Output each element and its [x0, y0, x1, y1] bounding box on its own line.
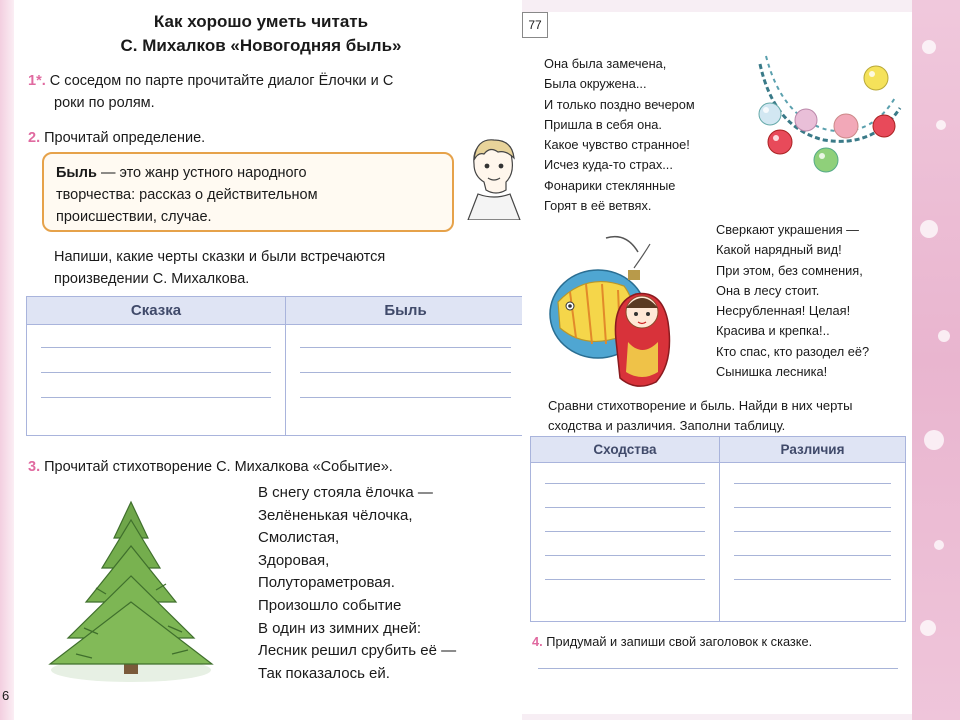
definition-line3: происшествии, случае.: [56, 209, 212, 225]
definition-line1: — это жанр устного народного: [96, 165, 307, 181]
table1-cell-skazka[interactable]: [27, 325, 286, 436]
fish-and-doll-ornaments-icon: [546, 232, 694, 402]
poem-continuation-2: Сверкают украшения — Какой нарядный вид! При этом, без сомнения, Она в лесу стоит. Несрубленная! Целая! Красива и крепка!.. Кто спас, кто разодел её? Сынишка лесника!: [716, 222, 870, 380]
page-subtitle: С. Михалков «Новогодняя быль»: [120, 36, 402, 55]
decoration-dot: [920, 620, 936, 636]
task-3: [28, 456, 522, 478]
definition-box: [42, 152, 454, 232]
task-2-text: Прочитай определение.: [44, 130, 206, 146]
task-3-text: Прочитай стихотворение С. Михалкова «Событие».: [44, 459, 393, 475]
task-2: [28, 127, 205, 149]
decoration-dot: [938, 330, 950, 342]
compare-instruction-line1: Сравни стихотворение и быль. Найди в них черты: [548, 398, 853, 413]
task-2-number: 2.: [28, 130, 41, 146]
right-page-number: 77: [522, 12, 548, 38]
definition-text: [56, 162, 442, 228]
compare-instruction-line2: сходства и различия. Заполни таблицу.: [548, 418, 786, 433]
table1-cell-byl[interactable]: [286, 325, 523, 436]
poem-continuation-1: Она была замечена, Была окружена... И только поздно вечером Пришла в себя она. Какое чувство странное! Исчез куда-то страх... Фонарики стеклянные Горят в её ветвях.: [544, 56, 695, 214]
left-page-number: 6: [2, 688, 10, 703]
task-4-number: 4.: [532, 634, 543, 649]
table1-header-skazka: Сказка: [27, 297, 286, 325]
definition-term: Быль: [56, 165, 97, 181]
task-4-answer-line[interactable]: [538, 668, 898, 669]
boy-illustration-icon: [466, 134, 522, 220]
fairy-tale-vs-byl-table: [26, 296, 522, 436]
left-margin-decoration: [0, 0, 14, 720]
task-3-number: 3.: [28, 459, 41, 475]
table2-header-differences: Различия: [720, 437, 906, 463]
page-title: Как хорошо уметь читать: [153, 12, 369, 31]
compare-instruction: [548, 396, 912, 436]
task-2-instruction-line1: Напиши, какие черты сказки и были встречаются: [54, 249, 386, 265]
task-1-number: 1*.: [28, 73, 46, 89]
decoration-dot: [934, 540, 944, 550]
task-1-text-line2: роки по ролям.: [54, 95, 155, 111]
fir-tree-illustration-icon: [36, 498, 226, 688]
similarities-differences-table: [530, 436, 906, 622]
garland-ornaments-icon: [754, 48, 904, 198]
task-1-text-line1: С соседом по парте прочитайте диалог Ёлочки и С: [49, 73, 394, 89]
right-page: [522, 12, 912, 714]
table2-cell-similarities[interactable]: [531, 463, 720, 622]
task-4: [532, 634, 912, 649]
decoration-dot: [922, 40, 936, 54]
task-2-instruction-line2: произведении С. Михалкова.: [54, 271, 250, 287]
table2-cell-differences[interactable]: [720, 463, 906, 622]
definition-line2: творчества: рассказ о действительном: [56, 187, 318, 203]
decoration-dot: [936, 120, 946, 130]
table1-header-byl: Быль: [286, 297, 523, 325]
task-1: [28, 70, 522, 92]
table2-header-similarities: Сходства: [531, 437, 720, 463]
decoration-dot: [924, 430, 944, 450]
decoration-dot: [920, 220, 938, 238]
task-4-text: Придумай и запиши свой заголовок к сказке.: [546, 634, 813, 649]
poem-sobytie: В снегу стояла ёлочка — Зелёненькая чёлочка, Смолистая, Здоровая, Полутораметровая. Произошло событие В один из зимних дней: Лесник решил срубить её — Так показалось ей.: [258, 484, 457, 682]
right-margin-decoration: [912, 0, 960, 720]
